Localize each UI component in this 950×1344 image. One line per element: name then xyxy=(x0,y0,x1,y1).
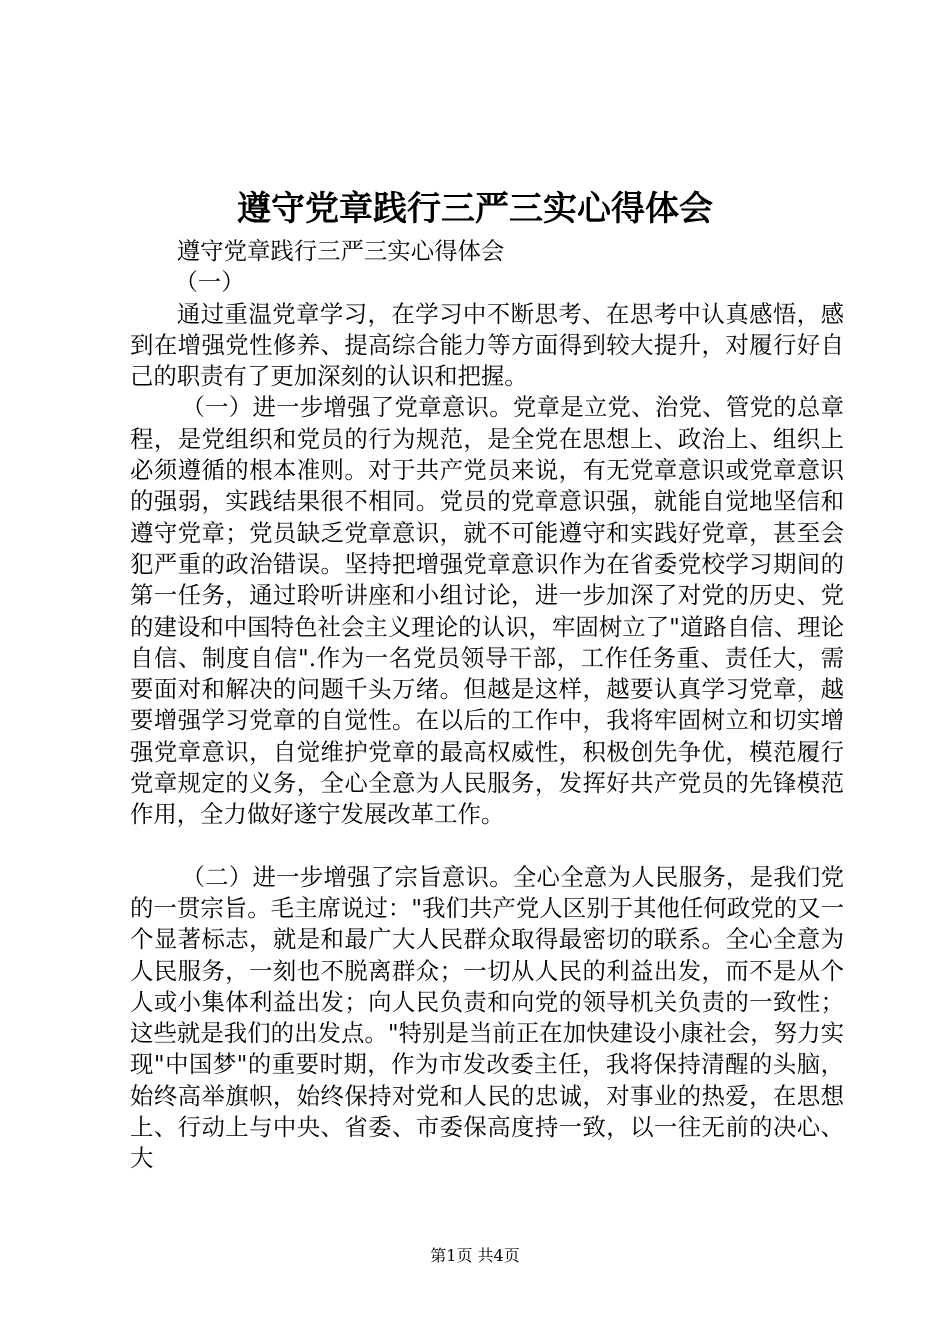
document-title: 遵守党章践行三严三实心得体会 xyxy=(237,189,713,229)
document-subtitle: 遵守党章践行三严三实心得体会 xyxy=(176,237,505,265)
document-body xyxy=(130,236,844,1175)
section-mark: （一） xyxy=(174,268,245,297)
paragraph-spacer xyxy=(130,831,844,862)
paragraph-intro: 通过重温党章学习，在学习中不断思考、在思考中认真感悟，感到在增强党性修养、提高综合能力等方面得到较大提升，对履行好自己的职责有了更加深刻的认识和把握。 xyxy=(130,299,844,391)
paragraph-party-constitution: （一）进一步增强了党章意识。党章是立党、治党、管党的总章程，是党组织和党员的行为规范，是全党在思想上、政治上、组织上必须遵循的根本准则。对于共产党员来说，有无党章意识或党章意识的强弱，实践结果很不相同。党员的党章意识强，就能自觉地坚信和遵守党章；党员缺乏党章意识，就不可能遵守和实践好党章，甚至会犯严重的政治错误。坚持把增强党章意识作为在省委党校学习期间的第一任务，通过聆听讲座和小组讨论，进一步加深了对党的历史、党的建设和中国特色社会主义理论的认识，牢固树立了"道路自信、理论自信、制度自信".作为一名党员领导干部，工作任务重、责任大，需要面对和解决的问题千头万绪。但越是这样，越要认真学习党章，越要增强学习党章的自觉性。在以后的工作中，我将牢固树立和切实增强党章意识，自觉维护党章的最高权威性，积极创先争优，模范履行党章规定的义务，全心全意为人民服务，发挥好共产党员的先锋模范作用，全力做好遂宁发展改革工作。 xyxy=(130,393,844,829)
paragraph-purpose: （二）进一步增强了宗旨意识。全心全意为人民服务，是我们党的一贯宗旨。毛主席说过："我们共产党人区别于其他任何政党的又一个显著标志，就是和最广大人民群众取得最密切的联系。全心全意为人民服务，一刻也不脱离群众；一切从人民的利益出发，而不是从个人或小集体利益出发；向人民负责和向党的领导机关负责的一致性；这些就是我们的出发点。"特别是当前正在加快建设小康社会，努力实现"中国梦"的重要时期，作为市发改委主任，我将保持清醒的头脑，始终高举旗帜，始终保持对党和人民的忠诚，对事业的热爱，在思想上、行动上与中央、省委、市委保高度持一致，以一往无前的决心、大 xyxy=(130,862,844,1173)
page-number: 第1页 共4页 xyxy=(430,1246,520,1265)
